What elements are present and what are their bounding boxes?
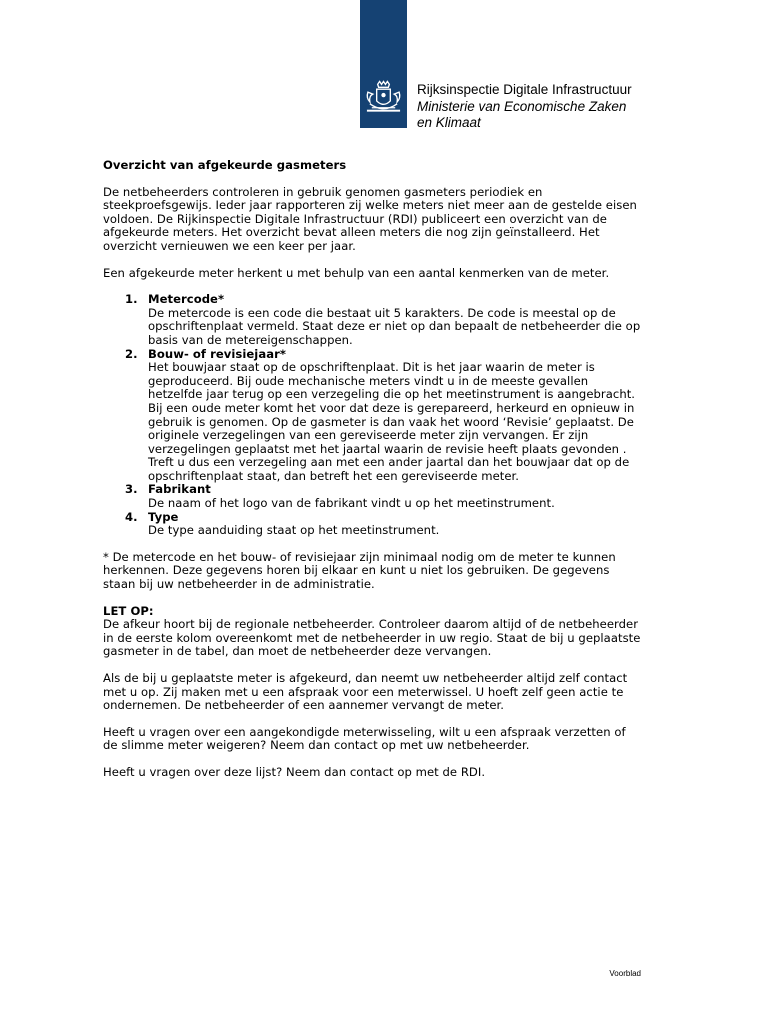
list-text: Het bouwjaar staat op de opschriftenplaat. Dit is het jaar waarin de meter is geproduceerd. Bij oude mechanische meters vindt u in de meeste gevallen hetzelfde jaar terug op een verzegeling die op het meetinstrument is aangebracht. Bij een oude meter komt het voor dat deze is gerepareerd, herkeurd en opnieuw in gebruik is genomen. Op de gasmeter is dan vaak het woord ‘Revisie’ geplaatst. De originele verzegelingen van een gereviseerde meter zijn vervangen. Er zijn verzegelingen geplaatst met het jaartal waarin de revisie heeft plaats gevonden . Treft u dus een verzegeling aan met een ander jaartal dan het bouwjaar dat op de opschriftenplaat staat, dan betreft het een gereviseerde meter.	[148, 360, 636, 483]
questions-paragraph: Heeft u vragen over een aangekondigde meterwisseling, wilt u een afspraak verzetten of de slimme meter weigeren? Neem dan contact op met uw netbeheerder.	[103, 724, 626, 753]
list-heading: Type	[148, 509, 179, 524]
list-item	[103, 348, 643, 484]
ministry-line: Ministerie van Economische Zaken	[417, 98, 627, 114]
letop-paragraph	[103, 605, 643, 659]
letop-label: LET OP:	[103, 603, 154, 618]
list-item	[103, 483, 643, 510]
letop-text: De afkeur hoort bij de regionale netbeheerder. Controleer daarom altijd of de netbeheerder in de eerste kolom overeenkomt met de netbeheerder in uw regio. Staat de bij u geplaatste gasmeter in de tabel, dan moet de netbeheerder deze vervangen.	[103, 617, 641, 659]
rijkswapen-icon	[364, 80, 403, 116]
lead-paragraph: Een afgekeurde meter herkent u met behulp van een aantal kenmerken van de meter.	[103, 265, 610, 280]
list-number: 2.	[125, 346, 138, 361]
list-heading: Metercode*	[148, 292, 225, 307]
footnote-paragraph: * De metercode en het bouw- of revisiejaar zijn minimaal nodig om de meter te kunnen herkennen. Deze gegevens horen bij elkaar en kunt u niet los gebruiken. De gegevens staan bij uw netbeheerder in de administratie.	[103, 549, 616, 592]
list-heading: Bouw- of revisiejaar*	[148, 346, 286, 361]
rdi-paragraph: Heeft u vragen over deze lijst? Neem dan contact op met de RDI.	[103, 764, 486, 779]
list-number: 3.	[125, 482, 138, 497]
org-name-line1: Rijksinspectie Digitale Infrastructuur	[417, 82, 632, 97]
footer-label: Voorblad	[609, 969, 641, 978]
intro-paragraph: De netbeheerders controleren in gebruik genomen gasmeters periodiek en steekproefsgewijs. Ieder jaar rapporteren zij welke meters niet meer aan de gestelde eisen voldoen. De Rijkinspectie Digitale Infrastructuur (RDI) publiceert een overzicht van de afgekeurde meters. Het overzicht bevat alleen meters die nog zijn geïnstalleerd. Het overzicht vernieuwen we een keer per jaar.	[103, 184, 637, 253]
list-text: De metercode is een code die bestaat uit 5 karakters. De code is meestal op de opschriftenplaat vermeld. Staat deze er niet op dan bepaalt de netbeheerder die op basis van de metereigenschappen.	[148, 305, 641, 347]
logo-bar	[360, 0, 407, 128]
list-text: De type aanduiding staat op het meetinstrument.	[148, 523, 440, 538]
list-text: De naam of het logo van de fabrikant vindt u op het meetinstrument.	[148, 496, 555, 511]
list-item	[103, 293, 643, 347]
ministry-line-2: en Klimaat	[417, 115, 481, 130]
list-number: 1.	[125, 292, 138, 307]
list-heading: Fabrikant	[148, 482, 211, 497]
document-body	[103, 159, 643, 793]
contact-paragraph: Als de bij u geplaatste meter is afgekeurd, dan neemt uw netbeheerder altijd zelf contact met u op. Zij maken met u een afspraak voor een meterwissel. U hoeft zelf geen actie te ondernemen. De netbeheerder of een aannemer vervangt de meter.	[103, 671, 628, 713]
characteristics-list	[103, 293, 643, 538]
organisation-name	[417, 82, 632, 132]
document-title: Overzicht van afgekeurde gasmeters	[103, 158, 347, 172]
list-item	[103, 511, 643, 538]
list-number: 4.	[125, 509, 138, 524]
